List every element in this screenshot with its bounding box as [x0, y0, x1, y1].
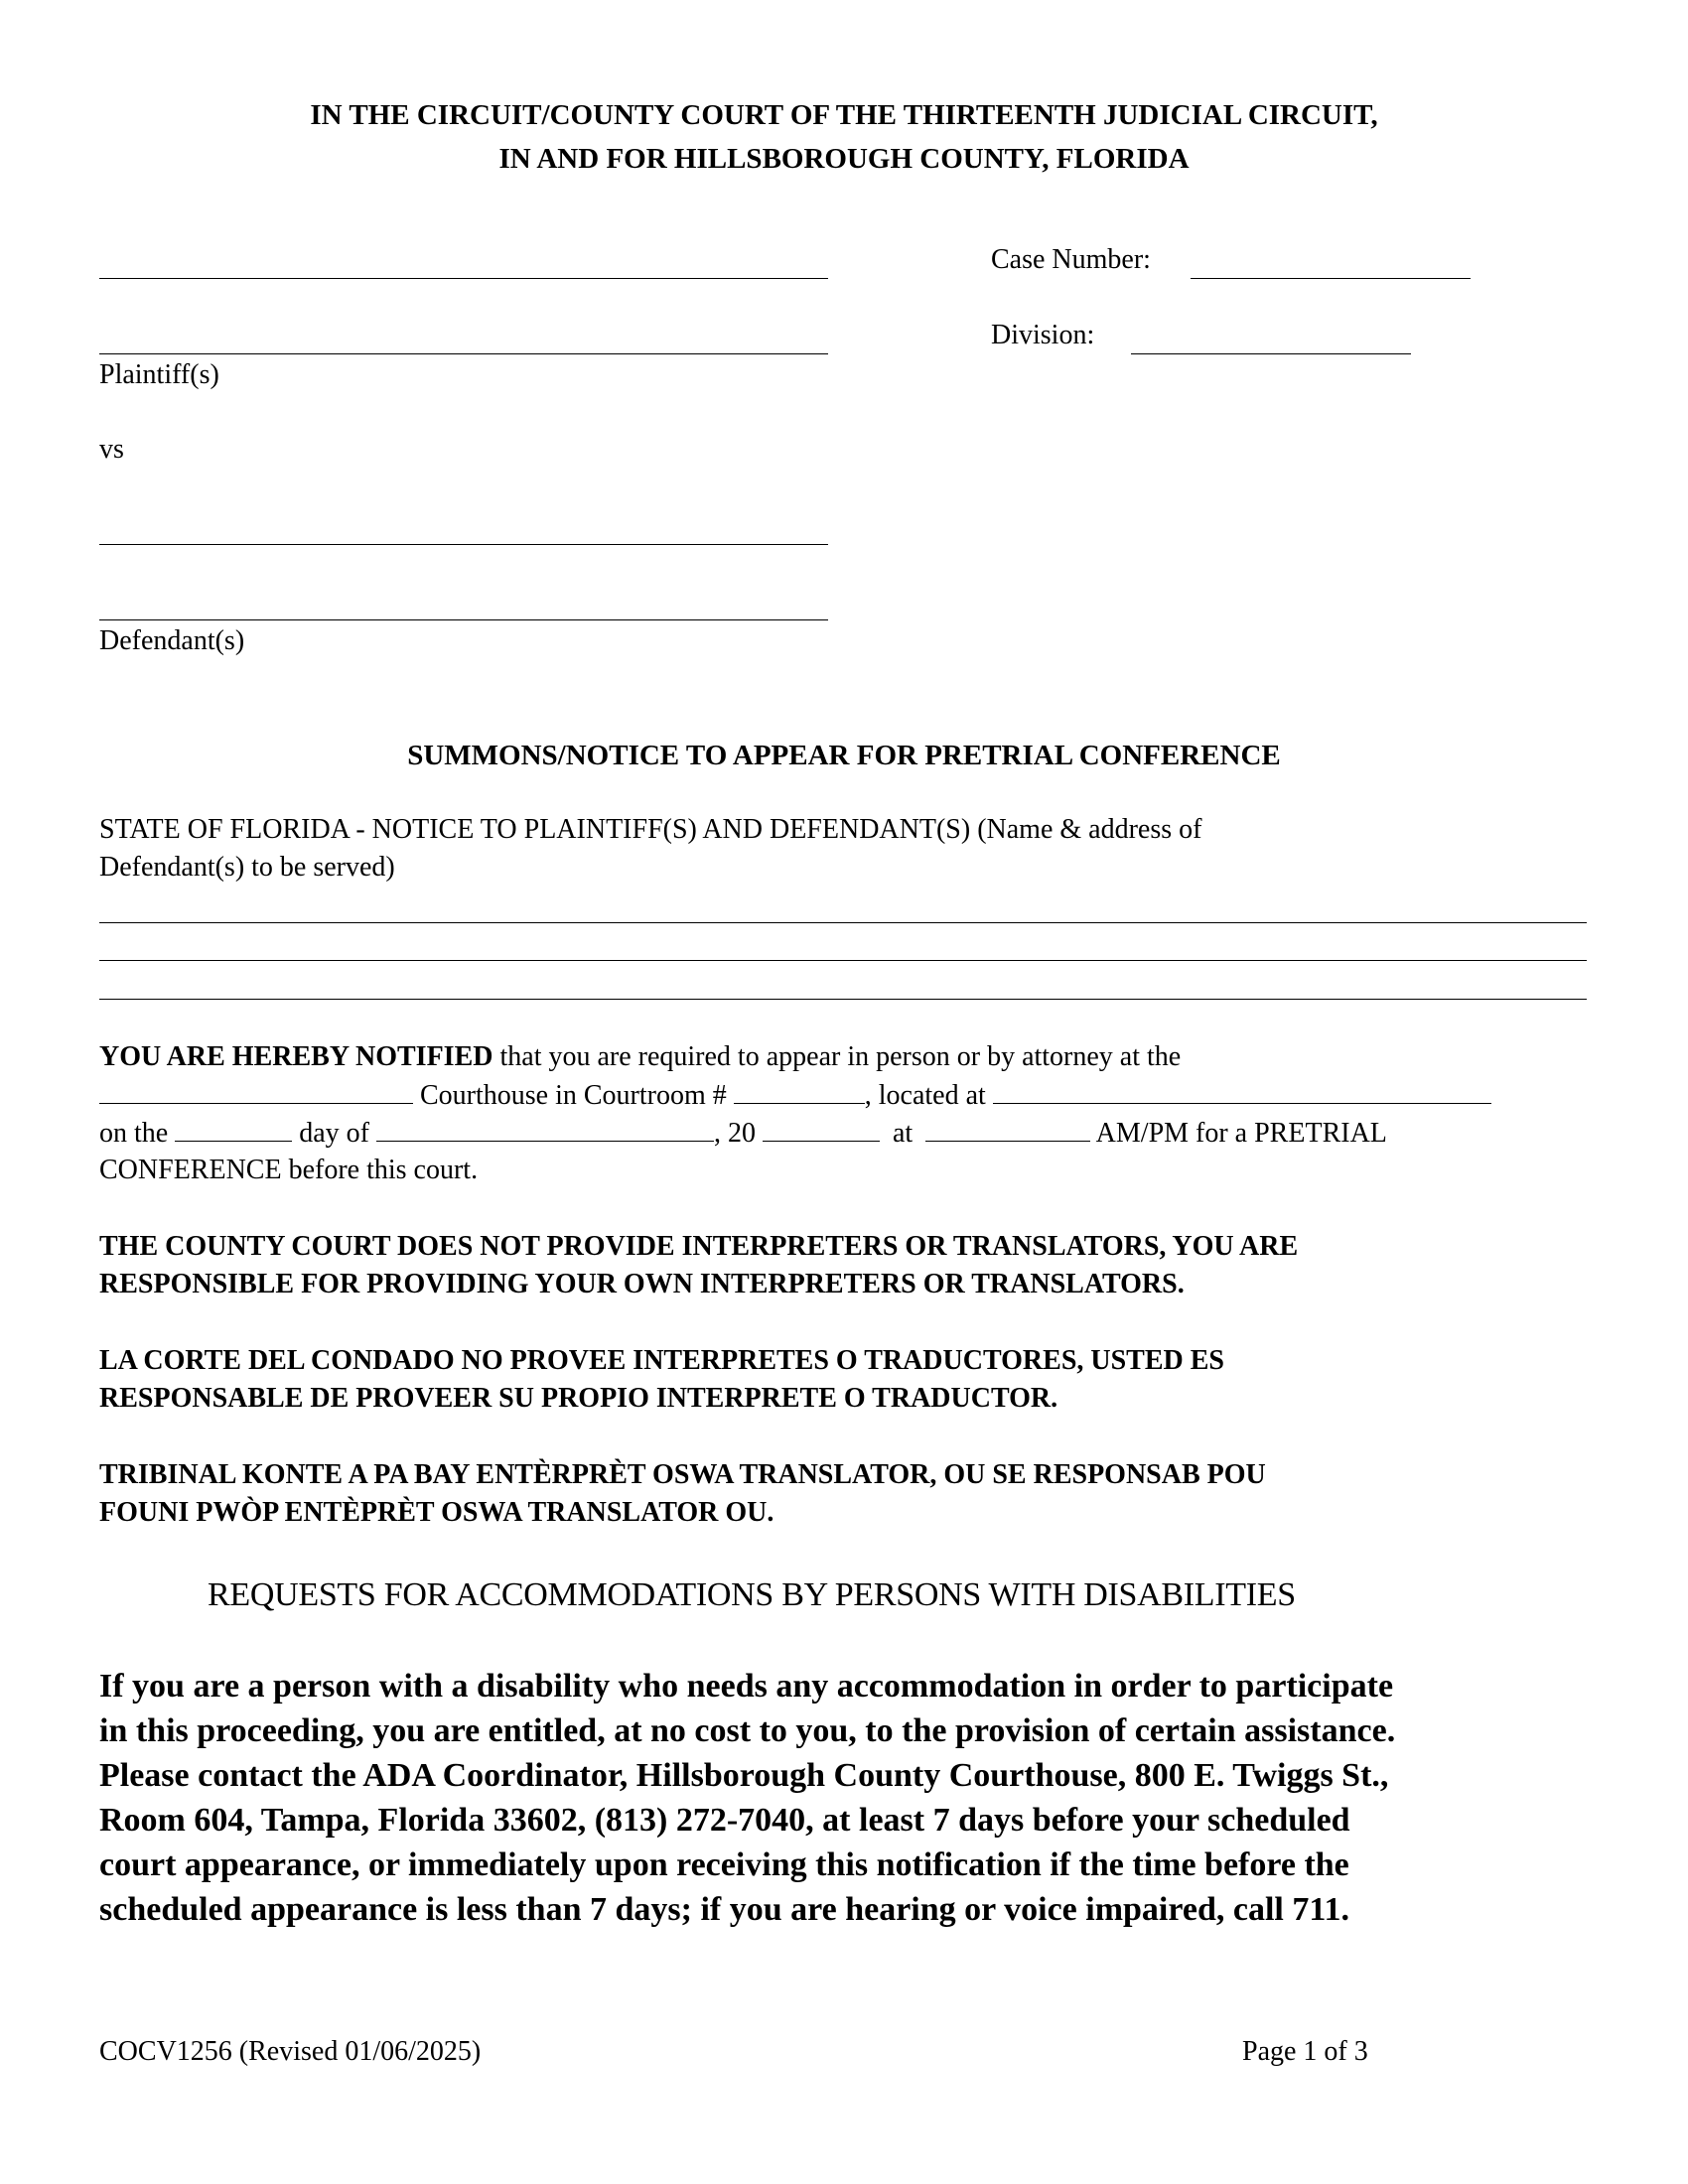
hearing-line3 — [99, 1117, 1387, 1150]
interpreter-notice-ht-line1: TRIBINAL KONTE A PA BAY ENTÈRPRÈT OSWA TRANSLATOR, OU SE RESPONSAB POU — [99, 1459, 1266, 1490]
ada-line-4: Room 604, Tampa, Florida 33602, (813) 272-7040, at least 7 days before your scheduled — [99, 1802, 1350, 1839]
day-field[interactable] — [175, 1117, 292, 1142]
plaintiff-line-1[interactable] — [99, 278, 828, 279]
hearing-line1-rest: that you are required to appear in person or by attorney at the — [492, 1041, 1182, 1072]
ada-line-5: court appearance, or immediately upon receiving this notification if the time before the — [99, 1846, 1349, 1883]
form-id: COCV1256 (Revised 01/06/2025) — [99, 2036, 482, 2067]
case-number-label: Case Number: — [991, 244, 1151, 275]
hearing-line1 — [99, 1041, 1181, 1073]
hearing-bold-lead: YOU ARE HEREBY NOTIFIED — [99, 1041, 493, 1072]
on-the-text: on the — [99, 1118, 169, 1149]
case-number-field[interactable] — [1191, 278, 1471, 279]
courthouse-name-field[interactable] — [99, 1079, 413, 1104]
ada-line-6: scheduled appearance is less than 7 days; if you are hearing or voice impaired, call 711. — [99, 1891, 1349, 1928]
interpreter-notice-en-line1: THE COUNTY COURT DOES NOT PROVIDE INTERPRETERS OR TRANSLATORS, YOU ARE — [99, 1231, 1299, 1262]
interpreter-notice-es-line1: LA CORTE DEL CONDADO NO PROVEE INTERPRETES O TRADUCTORES, USTED ES — [99, 1345, 1225, 1376]
courthouse-in-courtroom-text: Courthouse in Courtroom # — [420, 1080, 727, 1111]
plaintiff-label: Plaintiff(s) — [99, 359, 219, 390]
defendant-label: Defendant(s) — [99, 625, 245, 656]
page-number: Page 1 of 3 — [1242, 2036, 1368, 2067]
day-of-text: day of — [299, 1118, 369, 1149]
at-text: at — [892, 1118, 914, 1149]
notice-intro-line2: Defendant(s) to be served) — [99, 852, 395, 883]
hearing-line2 — [99, 1079, 1491, 1112]
defendant-address-line-1[interactable] — [99, 922, 1587, 923]
ada-line-1: If you are a person with a disability who needs any accommodation in order to participate — [99, 1668, 1394, 1705]
ada-line-2: in this proceeding, you are entitled, at no cost to you, to the provision of certain assistance. — [99, 1712, 1396, 1749]
document-title: SUMMONS/NOTICE TO APPEAR FOR PRETRIAL CONFERENCE — [407, 740, 1281, 771]
location-address-field[interactable] — [993, 1079, 1491, 1104]
comma-20-text: , 20 — [713, 1118, 756, 1149]
interpreter-notice-ht-line2: FOUNI PWÒP ENTÈPRÈT OSWA TRANSLATOR OU. — [99, 1497, 774, 1528]
interpreter-notice-en-line2: RESPONSIBLE FOR PROVIDING YOUR OWN INTERPRETERS OR TRANSLATORS. — [99, 1269, 1185, 1299]
vs-label: vs — [99, 434, 124, 465]
ada-line-3: Please contact the ADA Coordinator, Hillsborough County Courthouse, 800 E. Twiggs St., — [99, 1757, 1389, 1794]
year-field[interactable] — [763, 1117, 880, 1142]
defendant-address-line-3[interactable] — [99, 999, 1587, 1000]
court-header-line2: IN AND FOR HILLSBOROUGH COUNTY, FLORIDA — [498, 143, 1190, 175]
defendant-line-2[interactable] — [99, 619, 828, 620]
hearing-line4: CONFERENCE before this court. — [99, 1155, 479, 1185]
ampm-text: AM/PM for a PRETRIAL — [1095, 1118, 1387, 1149]
interpreter-notice-es-line2: RESPONSABLE DE PROVEER SU PROPIO INTERPRETE O TRADUCTOR. — [99, 1383, 1058, 1414]
division-label: Division: — [991, 320, 1095, 350]
located-at-text: , located at — [864, 1080, 986, 1111]
ada-heading: REQUESTS FOR ACCOMMODATIONS BY PERSONS WITH DISABILITIES — [208, 1576, 1296, 1613]
division-field[interactable] — [1131, 353, 1411, 354]
month-field[interactable] — [376, 1117, 714, 1142]
courtroom-number-field[interactable] — [734, 1079, 865, 1104]
time-field[interactable] — [925, 1117, 1090, 1142]
defendant-address-line-2[interactable] — [99, 960, 1587, 961]
plaintiff-line-2[interactable] — [99, 353, 828, 354]
defendant-line-1[interactable] — [99, 544, 828, 545]
court-header-line1: IN THE CIRCUIT/COUNTY COURT OF THE THIRTEENTH JUDICIAL CIRCUIT, — [310, 99, 1378, 131]
notice-intro-line1: STATE OF FLORIDA - NOTICE TO PLAINTIFF(S) AND DEFENDANT(S) (Name & address of — [99, 814, 1202, 845]
